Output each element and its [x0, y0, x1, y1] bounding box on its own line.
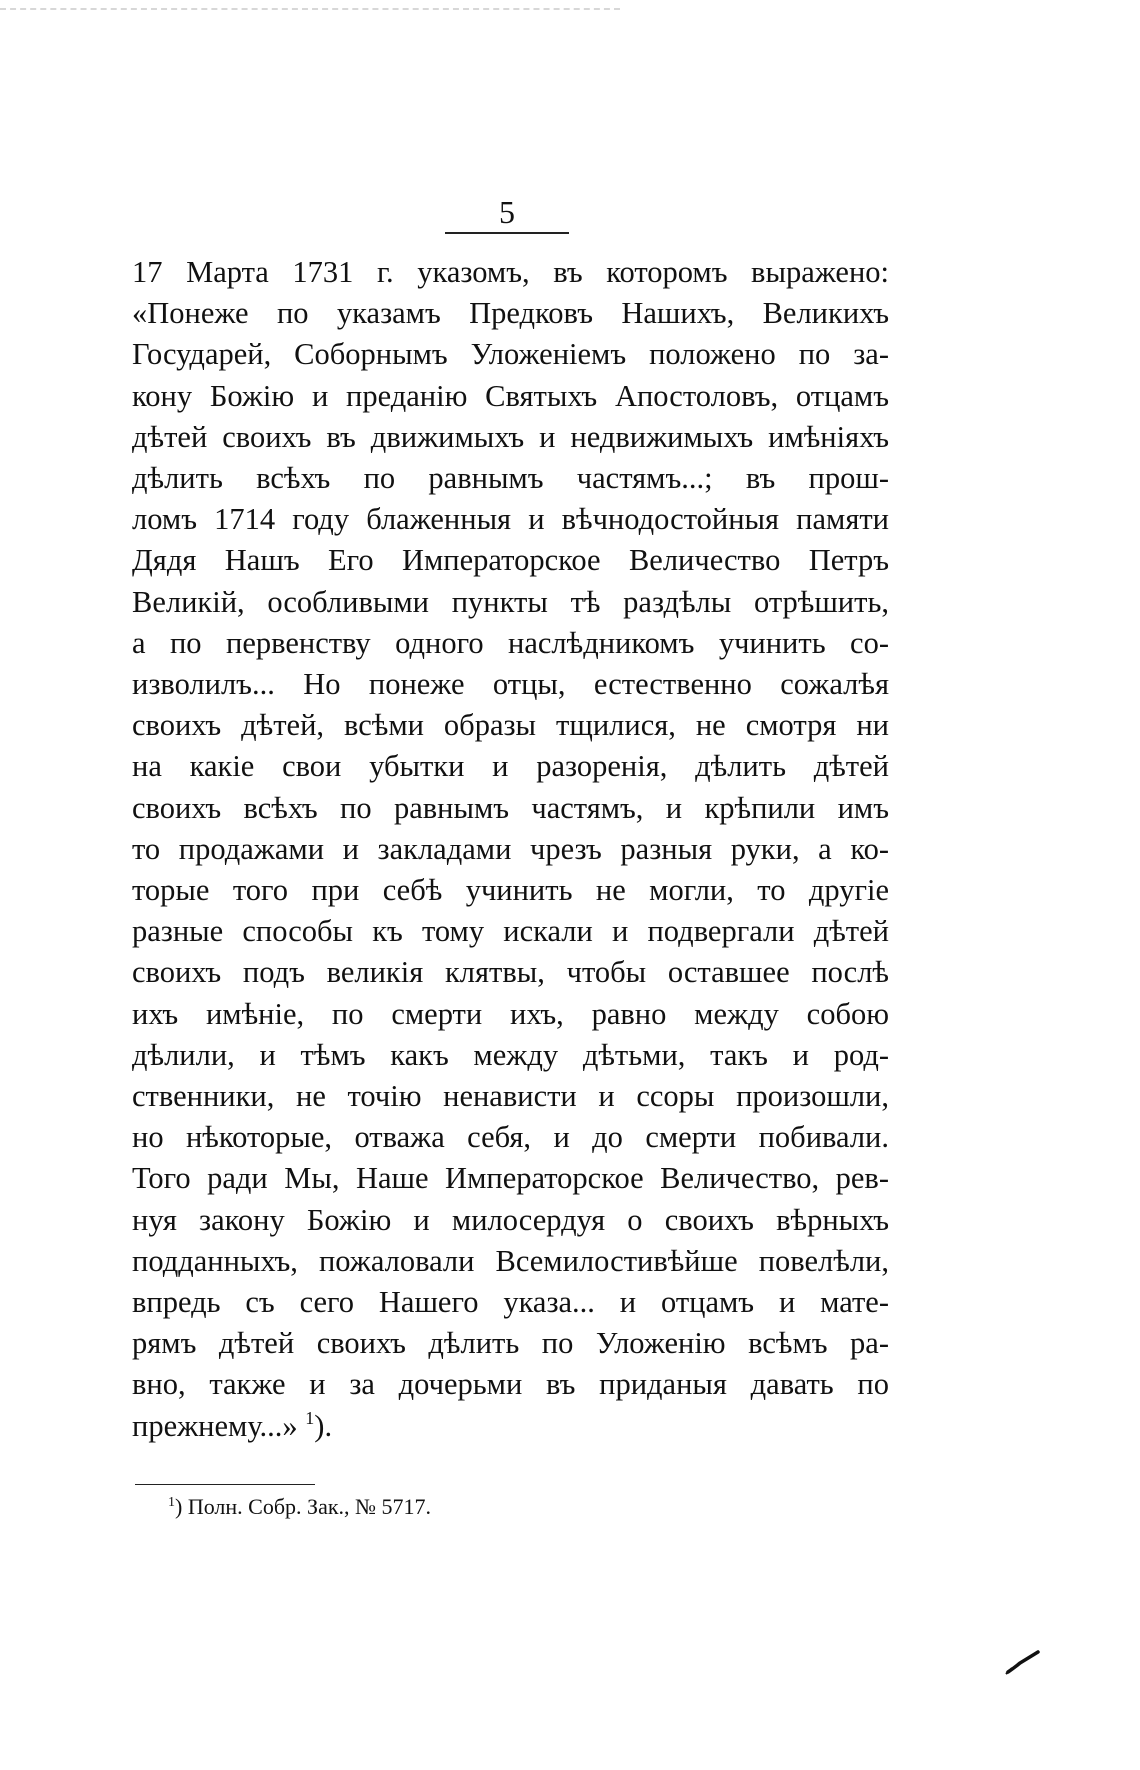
text-line: ломъ 1714 году блаженныя и вѣчнодостойныя памяти: [132, 502, 889, 537]
text-line: своихъ всѣхъ по равнымъ частямъ, и крѣпили имъ: [132, 790, 889, 825]
scan-top-noise: [0, 8, 620, 16]
text-line: Великій, особливыми пункты тѣ раздѣлы отрѣшить,: [132, 584, 889, 619]
text-line: рямъ дѣтей своихъ дѣлить по Уложенію всѣмъ ра-: [132, 1326, 889, 1361]
text-line: подданныхъ, пожаловали Всемилостивѣйше повелѣли,: [132, 1243, 889, 1278]
text-line: дѣлили, и тѣмъ какъ между дѣтьми, такъ и род-: [132, 1037, 889, 1072]
footnote-reference: 1: [305, 1407, 315, 1428]
body-text: [132, 252, 889, 1447]
text-line: своихъ дѣтей, всѣми образы тщилися, не смотря ни: [132, 708, 889, 743]
footnote-divider: [135, 1484, 315, 1485]
text-line: разные способы къ тому искали и подвергали дѣтей: [132, 914, 889, 949]
last-line-end: ).: [314, 1408, 333, 1443]
page-number: 5: [445, 196, 569, 234]
text-line: Государей, Соборнымъ Уложеніемъ положено по за-: [132, 337, 889, 372]
text-line-last: [132, 1406, 889, 1447]
text-line: но нѣкоторые, отважа себя, и до смерти побивали.: [132, 1120, 889, 1155]
footnote-text: ) Полн. Собр. Зак., № 5717.: [175, 1494, 432, 1519]
text-line: кону Божію и преданію Святыхъ Апостоловъ, отцамъ: [132, 378, 889, 413]
last-line-text: прежнему...»: [132, 1408, 306, 1443]
text-line: изволилъ... Но понеже отцы, естественно сожалѣя: [132, 667, 889, 702]
footnote: [168, 1492, 431, 1522]
text-line: то продажами и закладами чрезъ разныя руки, а ко-: [132, 831, 889, 866]
text-line: а по первенству одного наслѣдникомъ учинить со-: [132, 625, 889, 660]
text-line: ственники, не точію ненависти и ссоры произошли,: [132, 1079, 889, 1114]
text-line: вно, также и за дочерьми въ приданыя давать по: [132, 1367, 889, 1402]
text-line: Того ради Мы, Наше Императорское Величество, рев-: [132, 1161, 889, 1196]
text-line: «Понеже по указамъ Предковъ Нашихъ, Великихъ: [132, 296, 889, 331]
text-line: ихъ имѣніе, по смерти ихъ, равно между собою: [132, 996, 889, 1031]
text-line: дѣтей своихъ въ движимыхъ и недвижимыхъ имѣніяхъ: [132, 419, 889, 454]
footnote-marker: 1: [168, 1495, 175, 1510]
text-line: своихъ подъ великія клятвы, чтобы оставшее послѣ: [132, 955, 889, 990]
text-line: дѣлить всѣхъ по равнымъ частямъ...; въ прош-: [132, 461, 889, 496]
text-line: 17 Марта 1731 г. указомъ, въ которомъ выражено:: [132, 255, 889, 289]
text-line: Дядя Нашъ Его Императорское Величество Петръ: [132, 543, 889, 578]
text-line: нуя закону Божію и милосердуя о своихъ вѣрныхъ: [132, 1202, 889, 1237]
pencil-mark-icon: [1004, 1646, 1044, 1676]
text-line: на какіе свои убытки и разоренія, дѣлить дѣтей: [132, 749, 889, 784]
text-line: впредь съ сего Нашего указа... и отцамъ и мате-: [132, 1285, 889, 1320]
text-line: торые того при себѣ учинить не могли, то другіе: [132, 873, 889, 908]
